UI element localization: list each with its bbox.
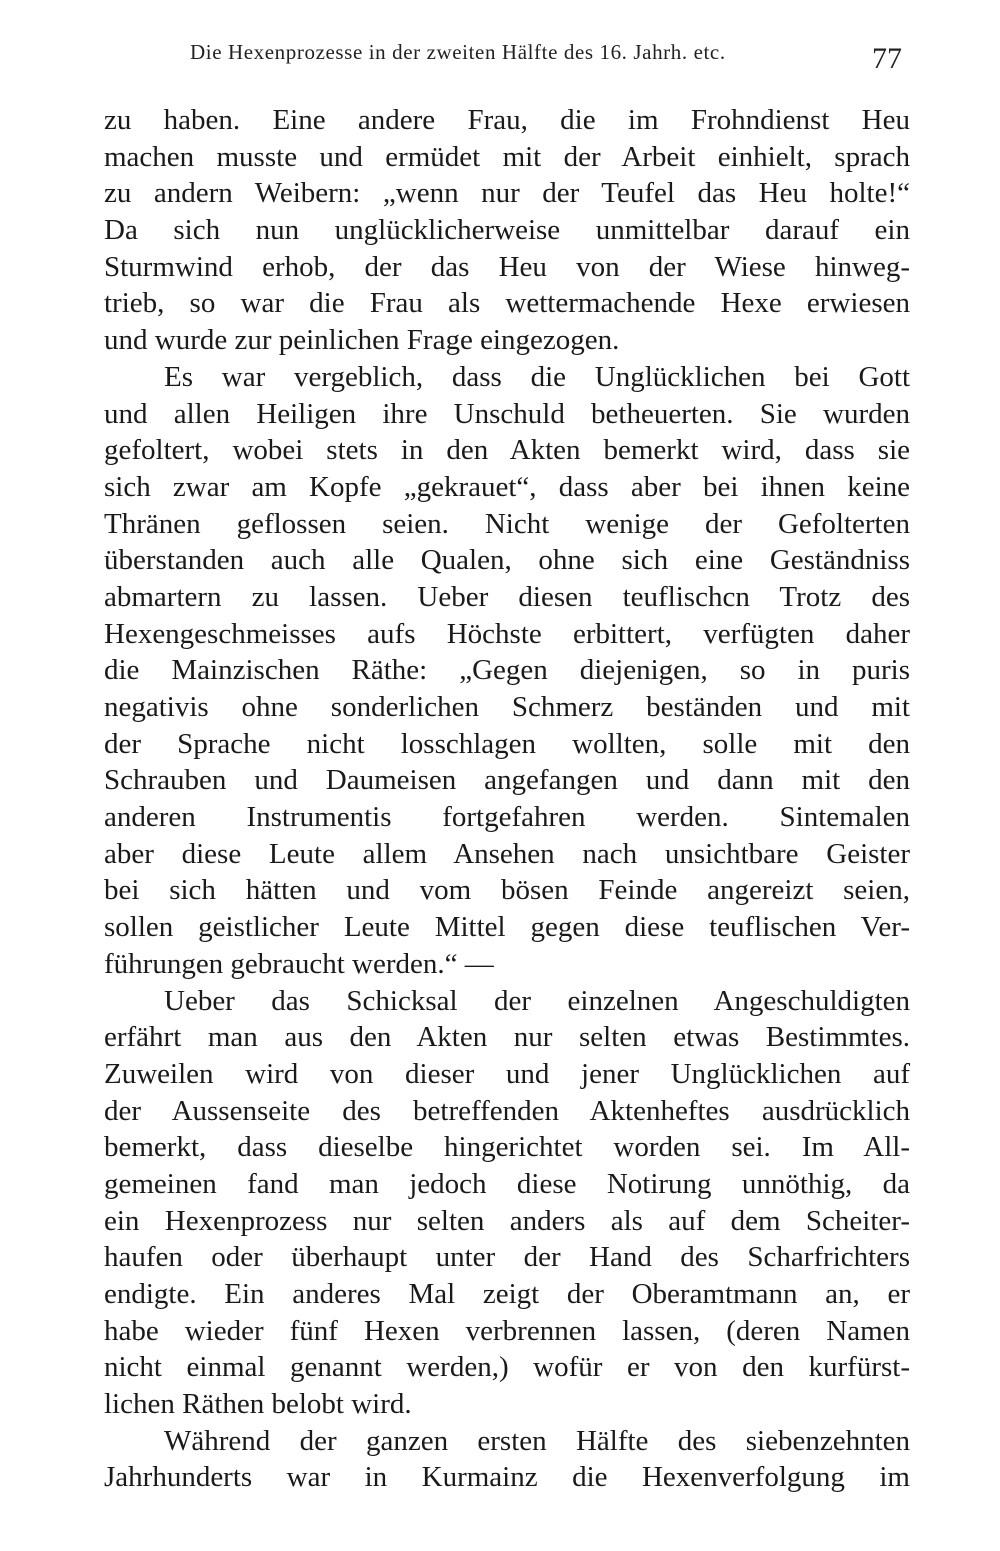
- page-number: 77: [872, 42, 902, 75]
- text-line: gemeinen fand man jedoch diese Notirung unnöthig, da: [104, 1167, 910, 1200]
- body-text: [104, 102, 910, 1496]
- text-line: Schrauben und Daumeisen angefangen und dann mit den: [104, 764, 910, 797]
- text-line: gefoltert, wobei stets in den Akten bemerkt wird, dass sie: [104, 434, 910, 467]
- text-line: haufen oder überhaupt unter der Hand des Scharfrichters: [104, 1241, 910, 1274]
- text-line: endigte. Ein anderes Mal zeigt der Oberamtmann an, er: [104, 1278, 910, 1310]
- paragraph-start-line: Ueber das Schicksal der einzelnen Angeschuldigten: [164, 984, 910, 1017]
- text-line: Da sich nun unglücklicherweise unmittelbar darauf ein: [104, 214, 910, 247]
- text-line: abmartern zu lassen. Ueber diesen teuflischcn Trotz des: [104, 580, 910, 613]
- paragraph-start-line: Es war vergeblich, dass die Unglücklichen bei Gott: [164, 360, 910, 393]
- text-line: ein Hexenprozess nur selten anders als auf dem Scheiter-: [104, 1204, 910, 1237]
- text-line: erfährt man aus den Akten nur selten etwas Bestimmtes.: [104, 1021, 910, 1054]
- text-line: Jahrhunderts war in Kurmainz die Hexenverfolgung im: [104, 1461, 910, 1494]
- text-line: machen musste und ermüdet mit der Arbeit einhielt, sprach: [104, 140, 910, 173]
- text-line: aber diese Leute allem Ansehen nach unsichtbare Geister: [104, 837, 910, 870]
- running-head: Die Hexenprozesse in der zweiten Hälfte des 16. Jahrh. etc.: [190, 40, 726, 64]
- text-line: Hexengeschmeisses aufs Höchste erbittert, verfügten daher: [104, 617, 910, 650]
- paragraph-end-line: lichen Räthen belobt wird.: [104, 1388, 412, 1421]
- paragraph-start-line: Während der ganzen ersten Hälfte des siebenzehnten: [164, 1424, 910, 1457]
- text-line: der Sprache nicht losschlagen wollten, solle mit den: [104, 727, 910, 760]
- text-line: der Aussenseite des betreffenden Aktenheftes ausdrücklich: [104, 1094, 910, 1127]
- text-line: sich zwar am Kopfe „gekrauet“, dass aber bei ihnen keine: [104, 470, 910, 503]
- text-line: nicht einmal genannt werden,) wofür er von den kurfürst-: [104, 1351, 910, 1384]
- text-line: bemerkt, dass dieselbe hingerichtet worden sei. Im All-: [104, 1131, 910, 1164]
- text-line: und allen Heiligen ihre Unschuld betheuerten. Sie wurden: [104, 397, 910, 430]
- text-line: anderen Instrumentis fortgefahren werden. Sintemalen: [104, 801, 910, 834]
- text-line: zu andern Weibern: „wenn nur der Teufel das Heu holte!“: [104, 177, 910, 210]
- paragraph-end-line: und wurde zur peinlichen Frage eingezogen.: [104, 324, 620, 357]
- text-line: negativis ohne sonderlichen Schmerz beständen und mit: [104, 691, 910, 723]
- text-line: habe wieder fünf Hexen verbrennen lassen, (deren Namen: [104, 1314, 910, 1347]
- text-line: sollen geistlicher Leute Mittel gegen diese teuflischen Ver-: [104, 911, 910, 944]
- text-line: bei sich hätten und vom bösen Feinde angereizt seien,: [104, 874, 910, 907]
- text-line: zu haben. Eine andere Frau, die im Frohndienst Heu: [104, 104, 910, 136]
- text-line: überstanden auch alle Qualen, ohne sich eine Geständniss: [104, 544, 910, 577]
- text-line: trieb, so war die Frau als wettermachende Hexe erwiesen: [104, 287, 910, 320]
- text-line: Zuweilen wird von dieser und jener Unglücklichen auf: [104, 1057, 910, 1090]
- text-line: die Mainzischen Räthe: „Gegen diejenigen, so in puris: [104, 654, 910, 687]
- text-line: Sturmwind erhob, der das Heu von der Wiese hinweg-: [104, 250, 910, 283]
- text-line: Thränen geflossen seien. Nicht wenige der Gefolterten: [104, 507, 910, 540]
- paragraph-end-line: führungen gebraucht werden.“ —: [104, 947, 494, 980]
